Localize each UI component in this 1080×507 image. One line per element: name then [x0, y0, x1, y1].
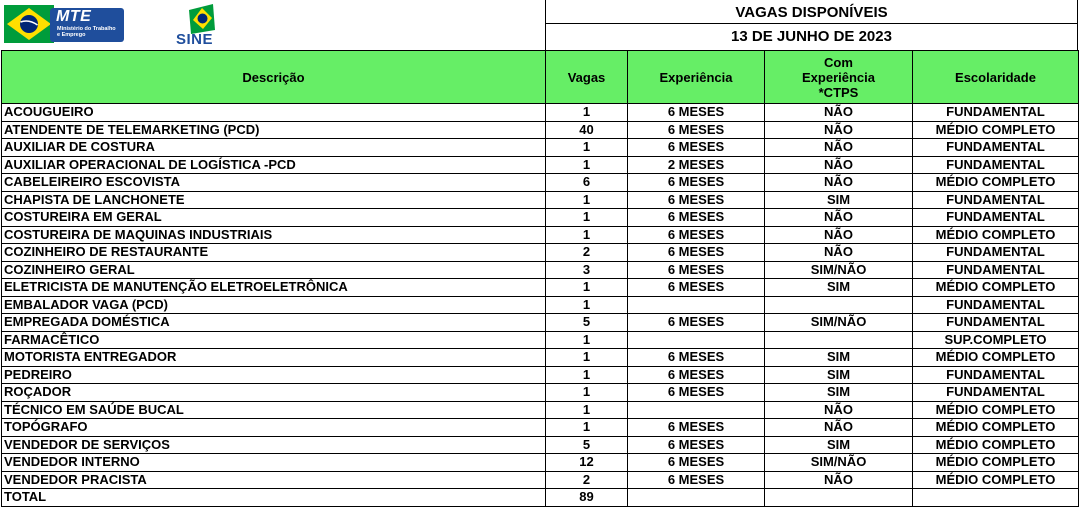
cell-ctps: SIM — [765, 436, 913, 454]
cell-ctps: NÃO — [765, 156, 913, 174]
cell-escolaridade: FUNDAMENTAL — [913, 191, 1079, 209]
cell-descricao: ELETRICISTA DE MANUTENÇÃO ELETROELETRÔNICA — [2, 279, 546, 297]
cell-ctps: SIM — [765, 366, 913, 384]
table-row — [2, 349, 1079, 367]
cell-ctps: NÃO — [765, 174, 913, 192]
cell-experiencia: 6 MESES — [628, 226, 765, 244]
table-row — [2, 244, 1079, 262]
cell-ctps — [765, 331, 913, 349]
cell-vagas: 1 — [546, 226, 628, 244]
cell-vagas: 6 — [546, 174, 628, 192]
cell-experiencia: 6 MESES — [628, 436, 765, 454]
cell-descricao: ATENDENTE DE TELEMARKETING (PCD) — [2, 121, 546, 139]
cell-experiencia: 6 MESES — [628, 174, 765, 192]
table-row — [2, 454, 1079, 472]
cell-vagas: 89 — [546, 489, 628, 507]
cell-vagas: 5 — [546, 314, 628, 332]
cell-escolaridade — [913, 489, 1079, 507]
cell-vagas: 5 — [546, 436, 628, 454]
cell-vagas: 1 — [546, 279, 628, 297]
cell-experiencia: 6 MESES — [628, 139, 765, 157]
cell-vagas: 1 — [546, 384, 628, 402]
cell-experiencia — [628, 331, 765, 349]
table-row — [2, 436, 1079, 454]
cell-ctps: NÃO — [765, 104, 913, 122]
cell-escolaridade: SUP.COMPLETO — [913, 331, 1079, 349]
cell-ctps: SIM — [765, 349, 913, 367]
cell-escolaridade: MÉDIO COMPLETO — [913, 226, 1079, 244]
cell-descricao: CABELEIREIRO ESCOVISTA — [2, 174, 546, 192]
table-row — [2, 261, 1079, 279]
cell-escolaridade: FUNDAMENTAL — [913, 139, 1079, 157]
cell-escolaridade: FUNDAMENTAL — [913, 209, 1079, 227]
cell-ctps: NÃO — [765, 244, 913, 262]
cell-vagas: 1 — [546, 191, 628, 209]
cell-descricao: CHAPISTA DE LANCHONETE — [2, 191, 546, 209]
cell-escolaridade: MÉDIO COMPLETO — [913, 174, 1079, 192]
cell-descricao: EMPREGADA DOMÉSTICA — [2, 314, 546, 332]
table-row — [2, 209, 1079, 227]
cell-ctps: NÃO — [765, 401, 913, 419]
cell-ctps: SIM — [765, 384, 913, 402]
cell-vagas: 1 — [546, 331, 628, 349]
cell-experiencia: 6 MESES — [628, 384, 765, 402]
cell-vagas: 40 — [546, 121, 628, 139]
vagas-table-body — [2, 104, 1079, 507]
cell-ctps: NÃO — [765, 139, 913, 157]
column-header-descricao: Descrição — [2, 51, 546, 104]
cell-descricao: COSTUREIRA DE MAQUINAS INDUSTRIAIS — [2, 226, 546, 244]
vagas-table — [1, 50, 1079, 507]
column-header-experiencia: Experiência — [628, 51, 765, 104]
cell-experiencia: 6 MESES — [628, 314, 765, 332]
cell-experiencia: 6 MESES — [628, 471, 765, 489]
table-row — [2, 384, 1079, 402]
cell-descricao: PEDREIRO — [2, 366, 546, 384]
cell-escolaridade: FUNDAMENTAL — [913, 104, 1079, 122]
cell-ctps: NÃO — [765, 226, 913, 244]
cell-descricao: TOTAL — [2, 489, 546, 507]
cell-escolaridade: MÉDIO COMPLETO — [913, 401, 1079, 419]
sine-logo-text: SINE — [176, 31, 214, 48]
table-row — [2, 191, 1079, 209]
cell-vagas: 2 — [546, 244, 628, 262]
total-row — [2, 489, 1079, 507]
cell-vagas: 1 — [546, 419, 628, 437]
cell-experiencia: 6 MESES — [628, 104, 765, 122]
cell-experiencia: 6 MESES — [628, 366, 765, 384]
cell-ctps: NÃO — [765, 209, 913, 227]
cell-descricao: VENDEDOR INTERNO — [2, 454, 546, 472]
cell-experiencia: 2 MESES — [628, 156, 765, 174]
brazil-flag-icon — [4, 5, 54, 43]
cell-experiencia — [628, 489, 765, 507]
cell-vagas: 1 — [546, 349, 628, 367]
cell-ctps — [765, 296, 913, 314]
cell-vagas: 2 — [546, 471, 628, 489]
cell-ctps: SIM/NÃO — [765, 454, 913, 472]
logo-area — [0, 0, 545, 50]
cell-descricao: VENDEDOR PRACISTA — [2, 471, 546, 489]
cell-ctps: NÃO — [765, 419, 913, 437]
cell-escolaridade: MÉDIO COMPLETO — [913, 279, 1079, 297]
cell-escolaridade: MÉDIO COMPLETO — [913, 349, 1079, 367]
cell-escolaridade: FUNDAMENTAL — [913, 261, 1079, 279]
cell-vagas: 1 — [546, 209, 628, 227]
table-row — [2, 121, 1079, 139]
cell-escolaridade: FUNDAMENTAL — [913, 244, 1079, 262]
table-row — [2, 156, 1079, 174]
cell-ctps: SIM/NÃO — [765, 261, 913, 279]
cell-descricao: EMBALADOR VAGA (PCD) — [2, 296, 546, 314]
cell-ctps: SIM/NÃO — [765, 314, 913, 332]
cell-descricao: AUXILIAR DE COSTURA — [2, 139, 546, 157]
cell-descricao: MOTORISTA ENTREGADOR — [2, 349, 546, 367]
mte-logo — [4, 3, 122, 45]
mte-logo-subtitle: Ministério do Trabalho e Emprego — [57, 26, 116, 38]
cell-experiencia — [628, 401, 765, 419]
cell-ctps: NÃO — [765, 121, 913, 139]
cell-descricao: VENDEDOR DE SERVIÇOS — [2, 436, 546, 454]
cell-escolaridade: MÉDIO COMPLETO — [913, 419, 1079, 437]
table-row — [2, 226, 1079, 244]
cell-descricao: TÉCNICO EM SAÚDE BUCAL — [2, 401, 546, 419]
cell-ctps: SIM — [765, 279, 913, 297]
cell-experiencia: 6 MESES — [628, 209, 765, 227]
cell-vagas: 1 — [546, 156, 628, 174]
column-header-escolaridade: Escolaridade — [913, 51, 1079, 104]
cell-experiencia: 6 MESES — [628, 121, 765, 139]
table-row — [2, 104, 1079, 122]
table-row — [2, 296, 1079, 314]
cell-descricao: AUXILIAR OPERACIONAL DE LOGÍSTICA -PCD — [2, 156, 546, 174]
cell-escolaridade: FUNDAMENTAL — [913, 314, 1079, 332]
cell-experiencia: 6 MESES — [628, 261, 765, 279]
cell-ctps: SIM — [765, 191, 913, 209]
cell-vagas: 12 — [546, 454, 628, 472]
cell-vagas: 1 — [546, 296, 628, 314]
cell-descricao: TOPÓGRAFO — [2, 419, 546, 437]
table-row — [2, 174, 1079, 192]
table-row — [2, 419, 1079, 437]
cell-vagas: 3 — [546, 261, 628, 279]
cell-descricao: COSTUREIRA EM GERAL — [2, 209, 546, 227]
table-row — [2, 139, 1079, 157]
cell-experiencia: 6 MESES — [628, 349, 765, 367]
table-row — [2, 471, 1079, 489]
cell-vagas: 1 — [546, 104, 628, 122]
cell-experiencia — [628, 296, 765, 314]
cell-ctps — [765, 489, 913, 507]
table-row — [2, 401, 1079, 419]
cell-experiencia: 6 MESES — [628, 244, 765, 262]
cell-escolaridade: FUNDAMENTAL — [913, 156, 1079, 174]
cell-ctps: NÃO — [765, 471, 913, 489]
title-box — [545, 0, 1078, 50]
cell-escolaridade: MÉDIO COMPLETO — [913, 436, 1079, 454]
table-row — [2, 314, 1079, 332]
cell-escolaridade: MÉDIO COMPLETO — [913, 121, 1079, 139]
mte-logo-text: MTE — [56, 8, 92, 25]
cell-escolaridade: FUNDAMENTAL — [913, 296, 1079, 314]
page-title: VAGAS DISPONÍVEIS — [546, 0, 1077, 24]
table-row — [2, 279, 1079, 297]
cell-descricao: COZINHEIRO GERAL — [2, 261, 546, 279]
cell-escolaridade: MÉDIO COMPLETO — [913, 454, 1079, 472]
cell-escolaridade: MÉDIO COMPLETO — [913, 471, 1079, 489]
cell-escolaridade: FUNDAMENTAL — [913, 366, 1079, 384]
cell-descricao: ROÇADOR — [2, 384, 546, 402]
table-header-row — [2, 51, 1079, 104]
cell-vagas: 1 — [546, 366, 628, 384]
cell-descricao: COZINHEIRO DE RESTAURANTE — [2, 244, 546, 262]
cell-descricao: FARMACÊTICO — [2, 331, 546, 349]
cell-experiencia: 6 MESES — [628, 279, 765, 297]
cell-experiencia: 6 MESES — [628, 191, 765, 209]
column-header-vagas: Vagas — [546, 51, 628, 104]
cell-escolaridade: FUNDAMENTAL — [913, 384, 1079, 402]
cell-experiencia: 6 MESES — [628, 454, 765, 472]
cell-descricao: ACOUGUEIRO — [2, 104, 546, 122]
cell-vagas: 1 — [546, 139, 628, 157]
column-header-com-experiencia-ctps: Com Experiência *CTPS — [765, 51, 913, 104]
table-row — [2, 331, 1079, 349]
page-date: 13 DE JUNHO DE 2023 — [731, 28, 892, 45]
cell-experiencia: 6 MESES — [628, 419, 765, 437]
cell-vagas: 1 — [546, 401, 628, 419]
table-row — [2, 366, 1079, 384]
